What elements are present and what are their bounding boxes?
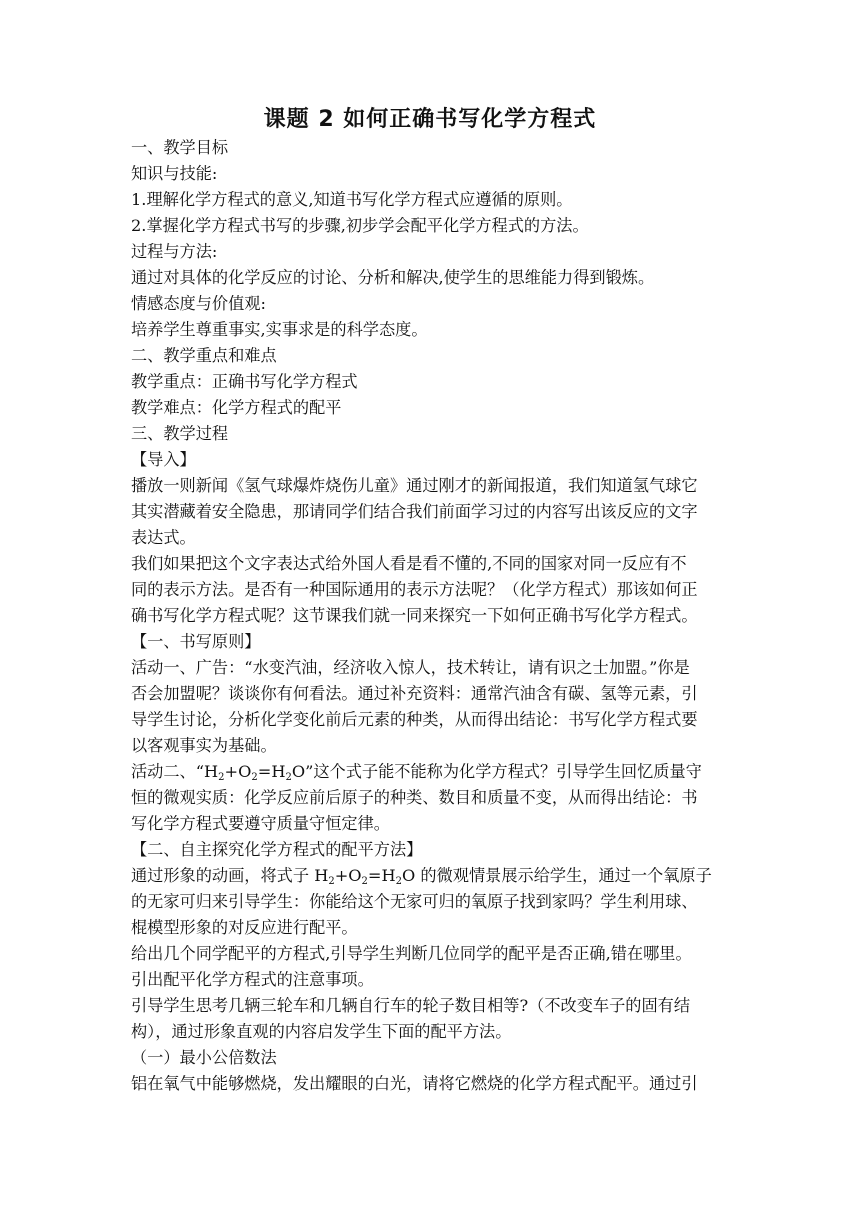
- text-line: 同的表示方法。是否有一种国际通用的表示方法呢？（化学方程式）那该如何正: [131, 580, 698, 599]
- text-line: 引出配平化学方程式的注意事项。: [131, 970, 374, 989]
- text-line: 播放一则新闻《氢气球爆炸烧伤儿童》通过刚才的新闻报道，我们知道氢气球它: [131, 476, 698, 495]
- text-line: 培养学生尊重事实,实事求是的科学态度。: [131, 320, 428, 339]
- text-line: 棍模型形象的对反应进行配平。: [131, 918, 358, 937]
- subheading-knowledge: 知识与技能:: [131, 164, 218, 183]
- text-line: 以客观事实为基础。: [131, 736, 277, 755]
- section-heading-process: 三、教学过程: [131, 424, 229, 443]
- text-line: 我们如果把这个文字表达式给外国人看是看不懂的,不同的国家对同一反应有不: [131, 554, 687, 573]
- text-line: 铝在氧气中能够燃烧，发出耀眼的白光，请将它燃烧的化学方程式配平。通过引: [131, 1074, 698, 1093]
- text-line: 否会加盟呢？谈谈你有何看法。通过补充资料：通常汽油含有碳、氢等元素，引: [131, 684, 698, 703]
- page-title: 课题 2 如何正确书写化学方程式: [263, 107, 597, 132]
- subheading-intro: 【导入】: [131, 450, 196, 469]
- text-line: 1.理解化学方程式的意义,知道书写化学方程式应遵循的原则。: [131, 190, 573, 209]
- subheading-lcm-method: （一）最小公倍数法: [131, 1048, 277, 1067]
- text-line: 构），通过形象直观的内容启发学生下面的配平方法。: [131, 1022, 512, 1041]
- text-line: 确书写化学方程式呢？这节课我们就一同来探究一下如何正确书写化学方程式。: [131, 606, 698, 625]
- subheading-balancing: 【二、自主探究化学方程式的配平方法】: [131, 840, 423, 859]
- text-line: 表达式。: [131, 528, 196, 547]
- subheading-process: 过程与方法:: [131, 242, 218, 261]
- text-line: 引导学生思考几辆三轮车和几辆自行车的轮子数目相等?（不改变车子的固有结: [131, 996, 691, 1015]
- text-line: 活动一、广告：“水变汽油，经济收入惊人，技术转让，请有识之士加盟。”你是: [131, 658, 690, 677]
- text-line: 通过对具体的化学反应的讨论、分析和解决,使学生的思维能力得到锻炼。: [131, 268, 655, 287]
- text-line: 写化学方程式要遵守质量守恒定律。: [131, 814, 390, 833]
- text-line: 导学生讨论，分析化学变化前后元素的种类，从而得出结论：书写化学方程式要: [131, 710, 698, 729]
- text-line: 的无家可归来引导学生：你能给这个无家可归的氧原子找到家吗？学生利用球、: [131, 892, 698, 911]
- formula-line: 活动二、“$H_2+O_2=H_2O$”这个式子能不能称为化学方程式？引导学生回忆质量守: [131, 762, 702, 783]
- subheading-principles: 【一、书写原则】: [131, 632, 261, 651]
- section-heading-key-points: 二、教学重点和难点: [131, 346, 277, 365]
- formula-line: 通过形象的动画，将式子 $H_2+O_2=H_2O$ 的微观情景展示给学生，通过一个氧原子: [131, 866, 712, 887]
- section-heading-objectives: 一、教学目标: [131, 138, 229, 157]
- text-line: 恒的微观实质：化学反应前后原子的种类、数目和质量不变，从而得出结论：书: [131, 788, 698, 807]
- text-line: 教学重点：正确书写化学方程式: [131, 372, 358, 391]
- text-line: 教学难点：化学方程式的配平: [131, 398, 342, 417]
- text-line: 2.掌握化学方程式书写的步骤,初步学会配平化学方程式的方法。: [131, 216, 589, 235]
- text-line: 给出几个同学配平的方程式,引导学生判断几位同学的配平是否正确,错在哪里。: [131, 944, 692, 963]
- text-line: 其实潜藏着安全隐患，那请同学们结合我们前面学习过的内容写出该反应的文字: [131, 502, 698, 521]
- subheading-attitude: 情感态度与价值观:: [131, 294, 266, 313]
